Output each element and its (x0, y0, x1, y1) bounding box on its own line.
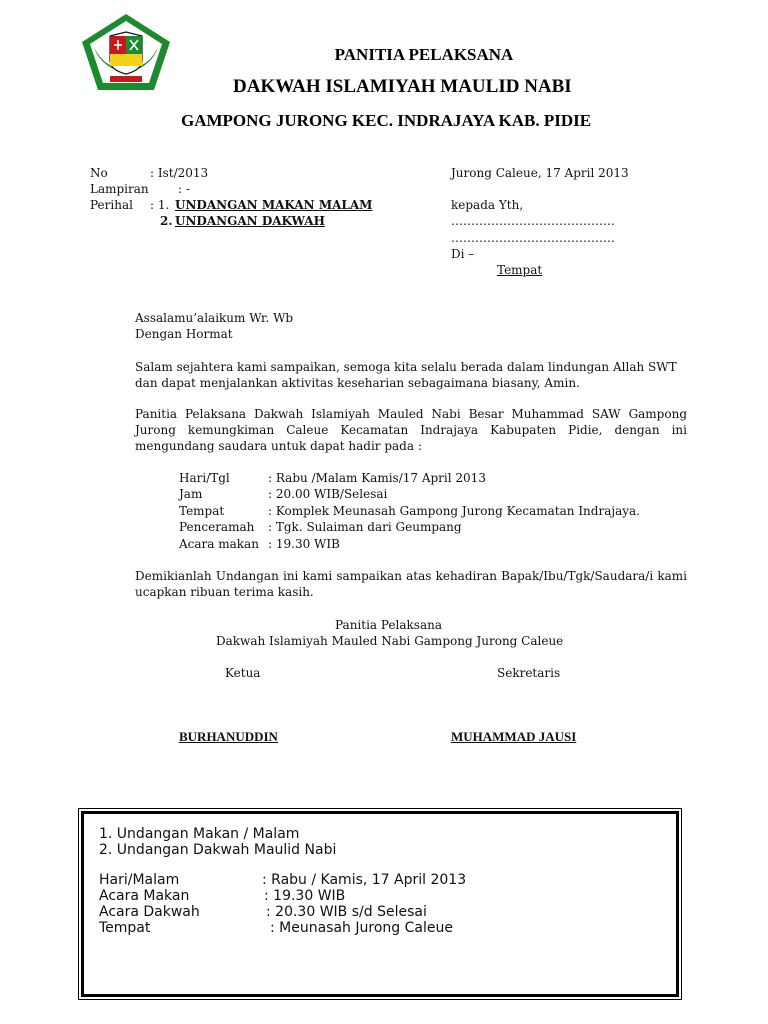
no-value: : Ist/2013 (150, 166, 209, 180)
detail-label: Acara makan (179, 537, 259, 551)
detail-value: : 19.30 WIB (268, 537, 340, 551)
detail-label: Jam (179, 487, 203, 501)
recipient-di: Di – (451, 247, 475, 261)
paragraph-1-line-2: dan dapat menjalankan aktivitas keseharian sebagaimana biasany, Amin. (135, 376, 580, 390)
paragraph-1-line-1: Salam sejahtera kami sampaikan, semoga kita selalu berada dalam lindungan Allah SWT (135, 360, 677, 374)
card-row-label: Acara Makan (99, 888, 190, 904)
recipient-tempat: Tempat (497, 263, 543, 277)
detail-value: : 20.00 WIB/Selesai (268, 487, 388, 501)
card-title-1: 1. Undangan Makan / Malam (99, 826, 300, 842)
paragraph-2-line-2: Jurong kemungkiman Caleue Kecamatan Indrajaya Kabupaten Pidie, dengan ini (135, 423, 687, 437)
kepada-yth: kepada Yth, (451, 198, 524, 212)
card-row-label: Acara Dakwah (99, 904, 200, 920)
detail-label: Hari/Tgl (179, 471, 230, 485)
card-row-value: : Meunasah Jurong Caleue (270, 920, 453, 936)
header-line-1: PANITIA PELAKSANA (334, 45, 514, 64)
letter-date: Jurong Caleue, 17 April 2013 (451, 166, 629, 180)
perihal-label: Perihal (90, 198, 133, 212)
detail-label: Penceramah (179, 520, 255, 534)
lampiran-label: Lampiran (90, 182, 149, 196)
card-row-label: Tempat (99, 920, 151, 936)
ketua-label: Ketua (225, 666, 261, 680)
perihal-prefix: : 1. (150, 198, 170, 212)
paragraph-3-line-2: ucapkan ribuan terima kasih. (135, 585, 314, 599)
greeting: Assalamu’alaikum Wr. Wb (135, 311, 294, 325)
detail-value: : Tgk. Sulaiman dari Geumpang (268, 520, 462, 534)
card-row-value: : Rabu / Kamis, 17 April 2013 (262, 872, 467, 888)
perihal-item-2: UNDANGAN DAKWAH (175, 214, 325, 228)
header-line-3: GAMPONG JURONG KEC. INDRAJAYA KAB. PIDIE (181, 111, 592, 130)
recipient-dots-1: ………………………………….. (451, 214, 615, 228)
lampiran-value: : - (178, 182, 190, 196)
signature-org-2: Dakwah Islamiyah Mauled Nabi Gampong Jurong Caleue (216, 634, 564, 648)
paragraph-2-line-1: Panitia Pelaksana Dakwah Islamiyah Mauled Nabi Besar Muhammad SAW Gampong (135, 407, 687, 421)
detail-label: Tempat (179, 504, 225, 518)
no-label: No (90, 166, 108, 180)
perihal-prefix-2: 2. (160, 214, 173, 228)
card-title-2: 2. Undangan Dakwah Maulid Nabi (99, 842, 337, 858)
perihal-item-1: UNDANGAN MAKAN MALAM (175, 198, 373, 212)
paragraph-2-line-3: mengundang saudara untuk dapat hadir pada : (135, 439, 422, 453)
signature-org-1: Panitia Pelaksana (335, 618, 442, 632)
sekretaris-label: Sekretaris (497, 666, 561, 680)
sekretaris-name: MUHAMMAD JAUSI (451, 729, 577, 744)
detail-value: : Rabu /Malam Kamis/17 April 2013 (268, 471, 486, 485)
paragraph-3-line-1: Demikianlah Undangan ini kami sampaikan atas kehadiran Bapak/Ibu/Tgk/Saudara/i kami (135, 569, 687, 583)
card-row-value: : 20.30 WIB s/d Selesai (266, 904, 427, 920)
card-row-label: Hari/Malam (99, 872, 180, 888)
recipient-dots-2: ………………………………….. (451, 231, 615, 245)
detail-value: : Komplek Meunasah Gampong Jurong Kecamatan Indrajaya. (268, 504, 640, 518)
header-line-2: DAKWAH ISLAMIYAH MAULID NABI (233, 76, 572, 97)
card-row-value: : 19.30 WIB (264, 888, 346, 904)
ketua-name: BURHANUDDIN (179, 729, 278, 744)
dengan-hormat: Dengan Hormat (135, 327, 233, 341)
